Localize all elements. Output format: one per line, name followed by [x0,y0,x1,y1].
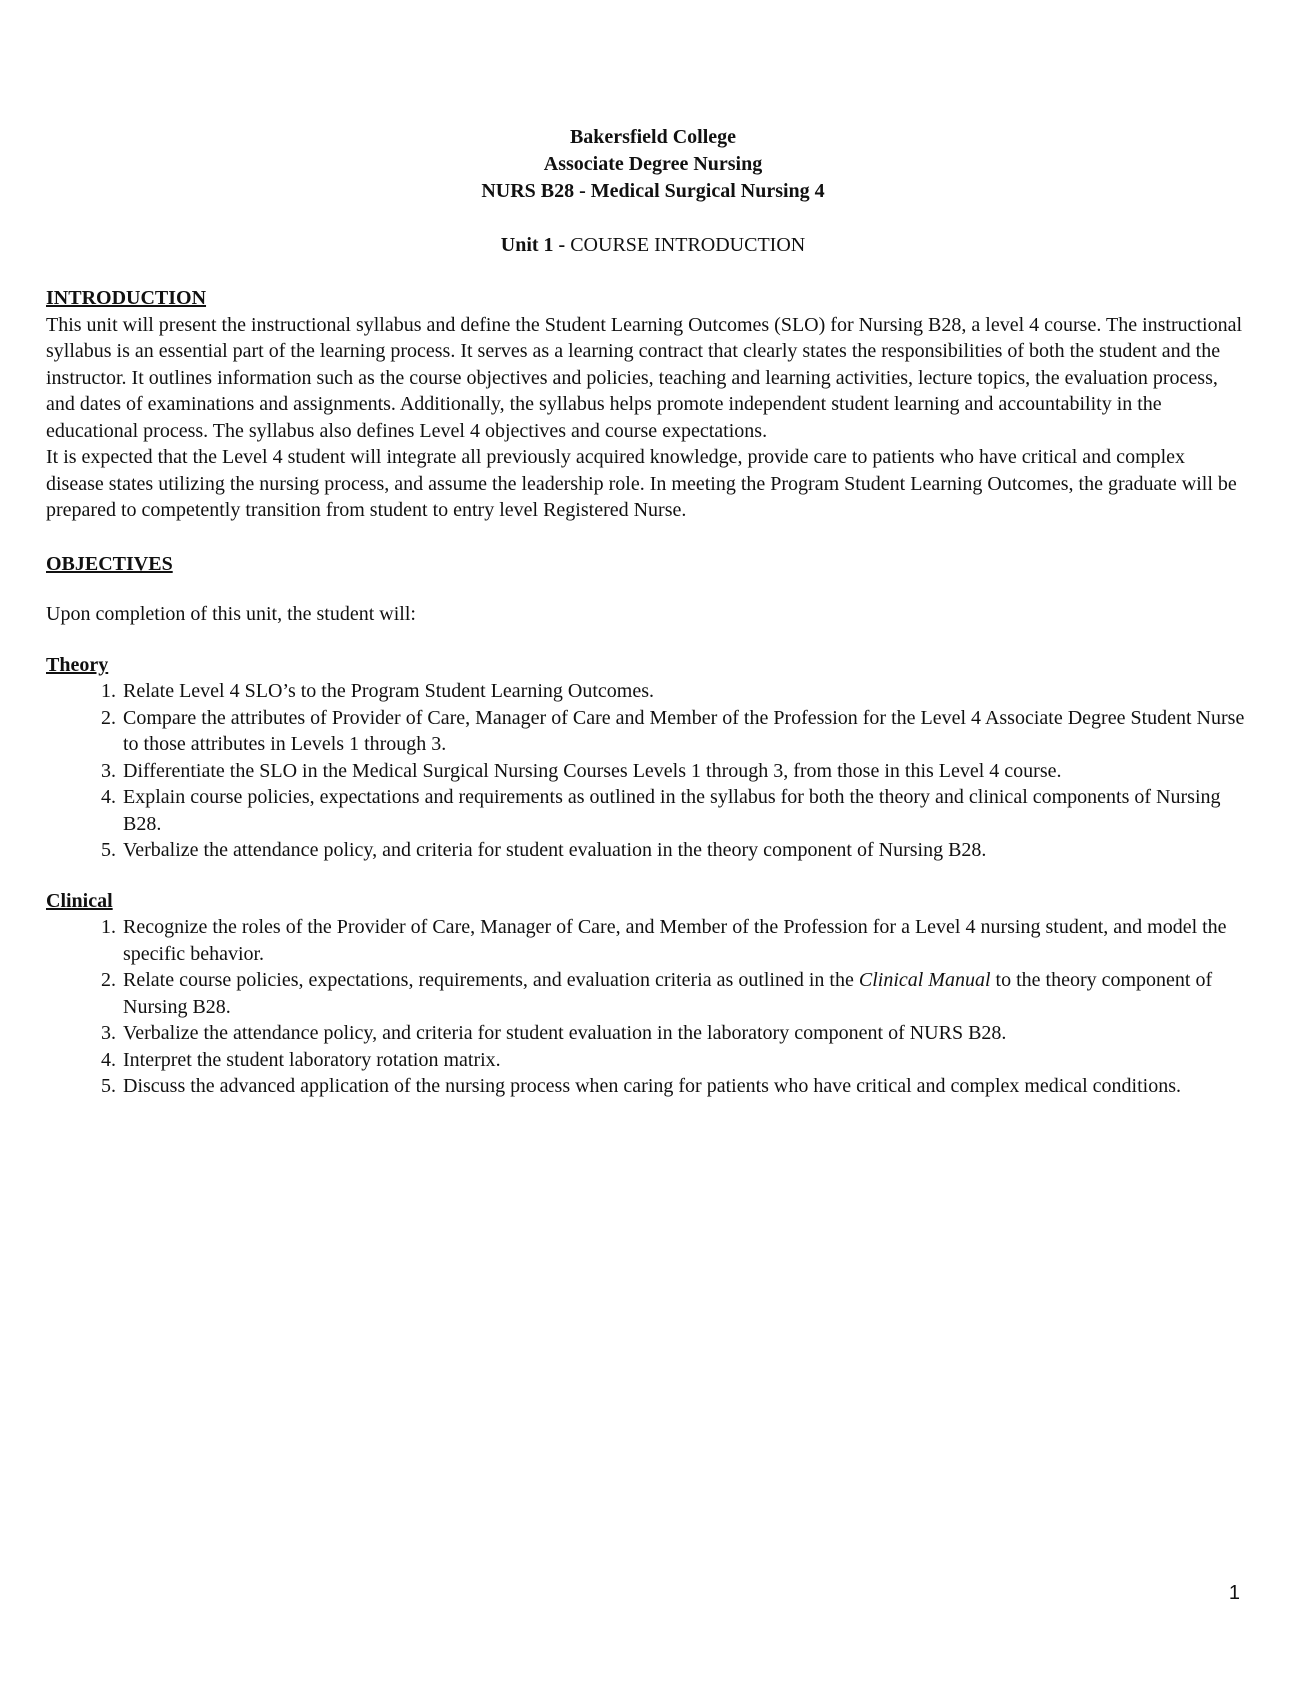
objectives-lead: Upon completion of this unit, the student will: [46,603,416,625]
list-item [46,1020,1246,1047]
item-text: Verbalize the attendance policy, and criteria for student evaluation in the laboratory component of NURS B28. [123,1022,1007,1044]
clinical-list [46,914,1246,1100]
list-item [46,1073,1246,1100]
item-number: 2. [101,969,116,991]
item-number: 1. [101,680,116,702]
item-text: Verbalize the attendance policy, and criteria for student evaluation in the theory component of Nursing B28. [123,839,987,861]
item-number: 3. [101,1022,116,1044]
item-number: 3. [101,759,116,782]
clinical-manual-title: Clinical Manual [858,969,991,991]
unit-name: COURSE INTRODUCTION [565,234,806,256]
item-text: Explain course policies, expectations and requirements as outlined in the syllabus for both the theory and clinical components of Nursing B28. [123,786,1221,835]
item-text: Recognize the roles of the Provider of Care, Manager of Care, and Member of the Profession for a Level 4 nursing student, and model the specific behavior. [123,916,1227,965]
document-body [46,285,1246,1100]
clinical-heading: Clinical [46,889,113,912]
college-name: Bakersfield College [569,126,737,148]
item-number: 5. [101,1075,116,1097]
objectives-heading: OBJECTIVES [46,552,173,575]
introduction-heading: INTRODUCTION [46,287,207,309]
list-item [46,967,1246,1020]
introduction-paragraph-1: This unit will present the instructional syllabus and define the Student Learning Outcomes (SLO) for Nursing B28, a level 4 course. The instructional syllabus is an essential part of the learning process. It serves as a learning contract that clearly states the responsibilities of both the student and the instructor. It outlines information such as the course objectives and policies, teaching and learning activities, lecture topics, the evaluation process, and dates of examinations and assignments. Additionally, the syllabus helps promote independent student learning and accountability in the educational process. The syllabus also defines Level 4 objectives and course expectations. [46,313,1243,442]
unit-title [0,232,1306,259]
list-item [46,1047,1246,1074]
list-item [46,705,1246,758]
item-text-after: to the theory component of Nursing B28. [123,969,1213,1018]
theory-heading: Theory [46,653,109,676]
document-header [0,124,1306,205]
list-item [46,784,1246,837]
item-number: 4. [101,786,116,808]
list-item [46,678,1246,705]
item-number: 4. [101,1048,116,1071]
item-text: Differentiate the SLO in the Medical Surgical Nursing Courses Levels 1 through 3, from those in this Level 4 course. [123,759,1062,782]
item-text: Relate Level 4 SLO’s to the Program Student Learning Outcomes. [123,680,654,702]
list-item [46,914,1246,967]
page-number: 1 [1228,1582,1240,1604]
item-number: 2. [101,706,116,729]
item-text: Compare the attributes of Provider of Care, Manager of Care and Member of the Profession for the Level 4 Associate Degree Student Nurse to those attributes in Levels 1 through 3. [123,706,1245,755]
item-text: Discuss the advanced application of the nursing process when caring for patients who have critical and complex medical conditions. [123,1075,1182,1097]
item-text: Interpret the student laboratory rotation matrix. [123,1048,501,1071]
theory-list [46,678,1246,864]
item-number: 5. [101,839,116,861]
introduction-paragraph-2: It is expected that the Level 4 student will integrate all previously acquired knowledge, provide care to patients who have critical and complex disease states utilizing the nursing process, and assume the leadership role. In meeting the Program Student Learning Outcomes, the graduate will be prepared to competently transition from student to entry level Registered Nurse. [46,446,1237,521]
list-item [46,758,1246,785]
unit-label: Unit 1 - [500,234,566,256]
item-text-before: Relate course policies, expectations, requirements, and evaluation criteria as outlined in the [123,969,859,991]
program-name: Associate Degree Nursing [543,153,763,175]
course-title: NURS B28 - Medical Surgical Nursing 4 [481,180,825,202]
item-number: 1. [101,916,116,938]
list-item [46,837,1246,864]
